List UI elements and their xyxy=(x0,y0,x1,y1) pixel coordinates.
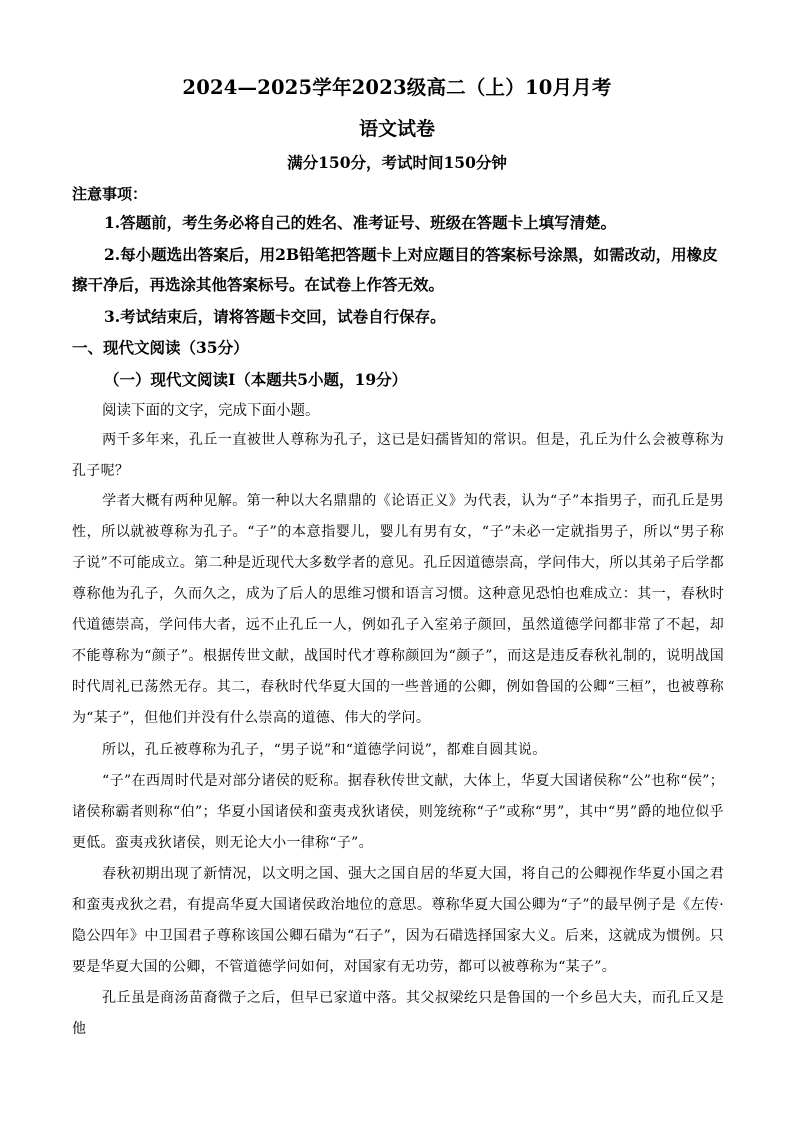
reading-instruction: 阅读下面的文字，完成下面小题。 xyxy=(102,403,320,419)
notice-item-1 xyxy=(72,208,722,238)
paragraph-text: 春秋初期出现了新情况，以文明之国、强大之国自居的华夏大国，将自己的公卿视作华夏小国之君和蛮夷戎狄之君，有提高华夏大国诸侯政治地位的意思。尊称华夏大国公卿为“子”的最早例子是《左传·隐公四年》中卫国君子尊称该国公卿石碏为“石子”，因为石碏选择国家大义。后来，这就成为惯例。只要是华夏大国的公卿，不管道德学问如何，对国家有无功劳，都可以被尊称为“某子”。 xyxy=(72,866,724,975)
passage-paragraph-5 xyxy=(72,859,724,983)
passage-paragraph-2 xyxy=(72,486,724,734)
section-heading: 一、现代文阅读（35分） xyxy=(72,338,249,357)
exam-title: 2024—2025学年2023级高二（上）10月月考 xyxy=(182,76,612,99)
paragraph-text: 两千多年来，孔丘一直被世人尊称为孔子，这已是妇孺皆知的常识。但是，孔丘为什么会被尊称为孔子呢？ xyxy=(72,432,724,479)
passage-paragraph-4 xyxy=(72,766,724,859)
subsection-heading: （一）现代文阅读Ⅰ（本题共5小题，19分） xyxy=(104,370,408,389)
passage-paragraph-1 xyxy=(72,425,724,487)
score-time-line: 满分150分，考试时间150分钟 xyxy=(287,153,507,172)
notice-item-2 xyxy=(72,240,722,300)
notice-item-3 xyxy=(72,302,722,332)
subject-title: 语文试卷 xyxy=(358,118,435,140)
paragraph-text: 所以，孔丘被尊称为孔子，“男子说”和“道德学问说”，都难自圆其说。 xyxy=(102,742,547,758)
notice-item-text: 2.每小题选出答案后，用2B铅笔把答题卡上对应题目的答案标号涂黑，如需改动，用橡皮擦干净后，再选涂其他答案标号。在试卷上作答无效。 xyxy=(72,245,718,294)
notice-item-text: 3.考试结束后，请将答题卡交回，试卷自行保存。 xyxy=(104,307,446,326)
passage-paragraph-6 xyxy=(72,983,724,1045)
paragraph-text: 学者大概有两种见解。第一种以大名鼎鼎的《论语正义》为代表，认为“子”本指男子，而孔丘是男性，所以就被尊称为孔子。“子”的本意指婴儿，婴儿有男有女，“子”未必一定就指男子，所以“男子称子说”不可能成立。第二种是近现代大多数学者的意见。孔丘因道德崇高，学问伟大，所以其弟子后学都尊称他为孔子，久而久之，成为了后人的思维习惯和语言习惯。这种意见恐怕也难成立：其一，春秋时代道德崇高，学问伟大者，远不止孔丘一人，例如孔子入室弟子颜回，虽然道德学问都非常了不起，却不能尊称为“颜子”。根据传世文献，战国时代才尊称颜回为“颜子”，而这是违反春秋礼制的，说明战国时代周礼已荡然无存。其二，春秋时代华夏大国的一些普通的公卿，例如鲁国的公卿“三桓”，也被尊称为“某子”，但他们并没有什么崇高的道德、伟大的学问。 xyxy=(72,493,724,726)
notice-item-text: 1.答题前，考生务必将自己的姓名、准考证号、班级在答题卡上填写清楚。 xyxy=(104,213,617,232)
notice-heading: 注意事项： xyxy=(72,185,148,203)
paragraph-text: 孔丘虽是商汤苗裔微子之后，但早已家道中落。其父叔梁纥只是鲁国的一个乡邑大夫，而孔丘又是他 xyxy=(72,990,724,1037)
paragraph-text: “子”在西周时代是对部分诸侯的贬称。据春秋传世文献，大体上，华夏大国诸侯称“公”也称“侯”；诸侯称霸者则称“伯”；华夏小国诸侯和蛮夷戎狄诸侯，则笼统称“子”或称“男”，其中“男”爵的地位似乎更低。蛮夷戎狄诸侯，则无论大小一律称“子”。 xyxy=(72,773,724,851)
passage-paragraph-3 xyxy=(72,735,724,766)
